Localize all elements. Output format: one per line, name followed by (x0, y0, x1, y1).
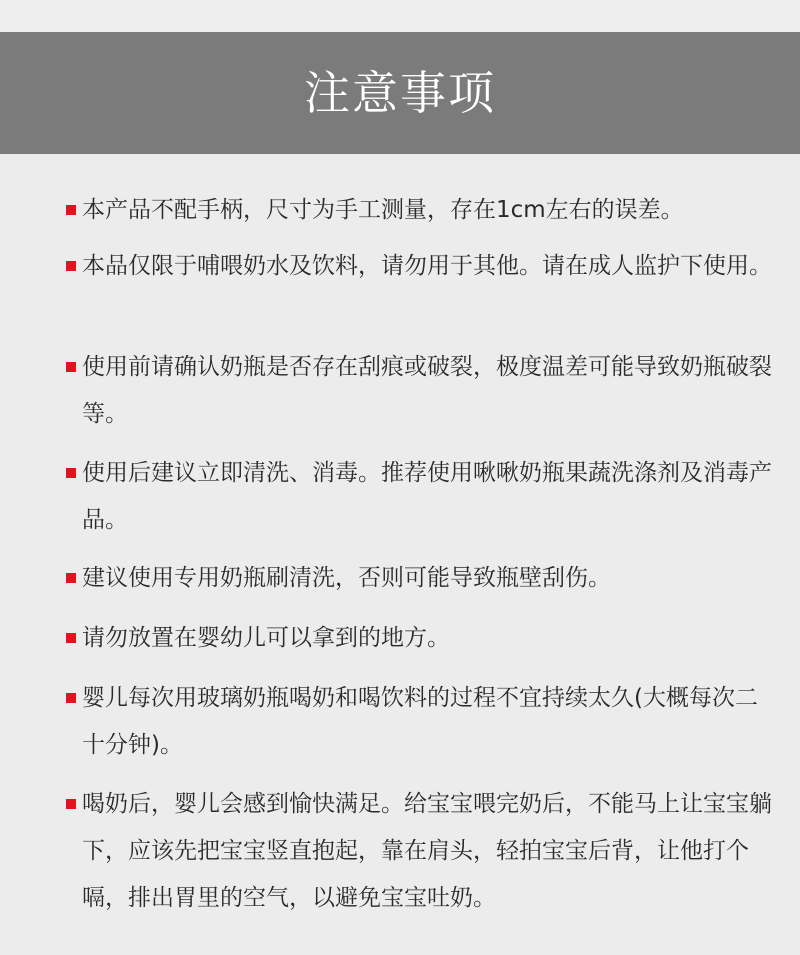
red-square-bullet-icon (66, 205, 76, 215)
notice-text: 建议使用专用奶瓶刷清洗，否则可能导致瓶壁刮伤。 (82, 565, 611, 591)
notice-item-7 (82, 675, 772, 769)
notice-text: 使用后建议立即清洗、消毒。推荐使用啾啾奶瓶果蔬洗涤剂及消毒产品。 (82, 460, 772, 533)
notice-item-8 (82, 781, 772, 922)
red-square-bullet-icon (66, 573, 76, 583)
notice-item-6 (82, 615, 772, 662)
notice-text: 本品仅限于哺喂奶水及饮料，请勿用于其他。请在成人监护下使用。 (82, 253, 772, 279)
page-title: 注意事项 (304, 66, 496, 120)
notice-item-2 (82, 243, 772, 290)
notice-text: 请勿放置在婴幼儿可以拿到的地方。 (82, 625, 450, 651)
notice-item-3 (82, 344, 772, 438)
red-square-bullet-icon (66, 362, 76, 372)
notice-item-5 (82, 555, 772, 602)
notice-item-4 (82, 450, 772, 544)
red-square-bullet-icon (66, 693, 76, 703)
notice-text: 喝奶后，婴儿会感到愉快满足。给宝宝喂完奶后，不能马上让宝宝躺下，应该先把宝宝竖直抱起，靠在肩头，轻拍宝宝后背，让他打个嗝，排出胃里的空气，以避免宝宝吐奶。 (82, 791, 772, 911)
notice-text: 本产品不配手柄，尺寸为手工测量，存在1cm左右的误差。 (82, 197, 684, 223)
red-square-bullet-icon (66, 799, 76, 809)
red-square-bullet-icon (66, 261, 76, 271)
notice-text: 婴儿每次用玻璃奶瓶喝奶和喝饮料的过程不宜持续太久(大概每次二十分钟)。 (82, 685, 758, 758)
notice-item-1 (82, 187, 772, 234)
red-square-bullet-icon (66, 633, 76, 643)
notice-text: 使用前请确认奶瓶是否存在刮痕或破裂，极度温差可能导致奶瓶破裂等。 (82, 354, 772, 427)
red-square-bullet-icon (66, 468, 76, 478)
